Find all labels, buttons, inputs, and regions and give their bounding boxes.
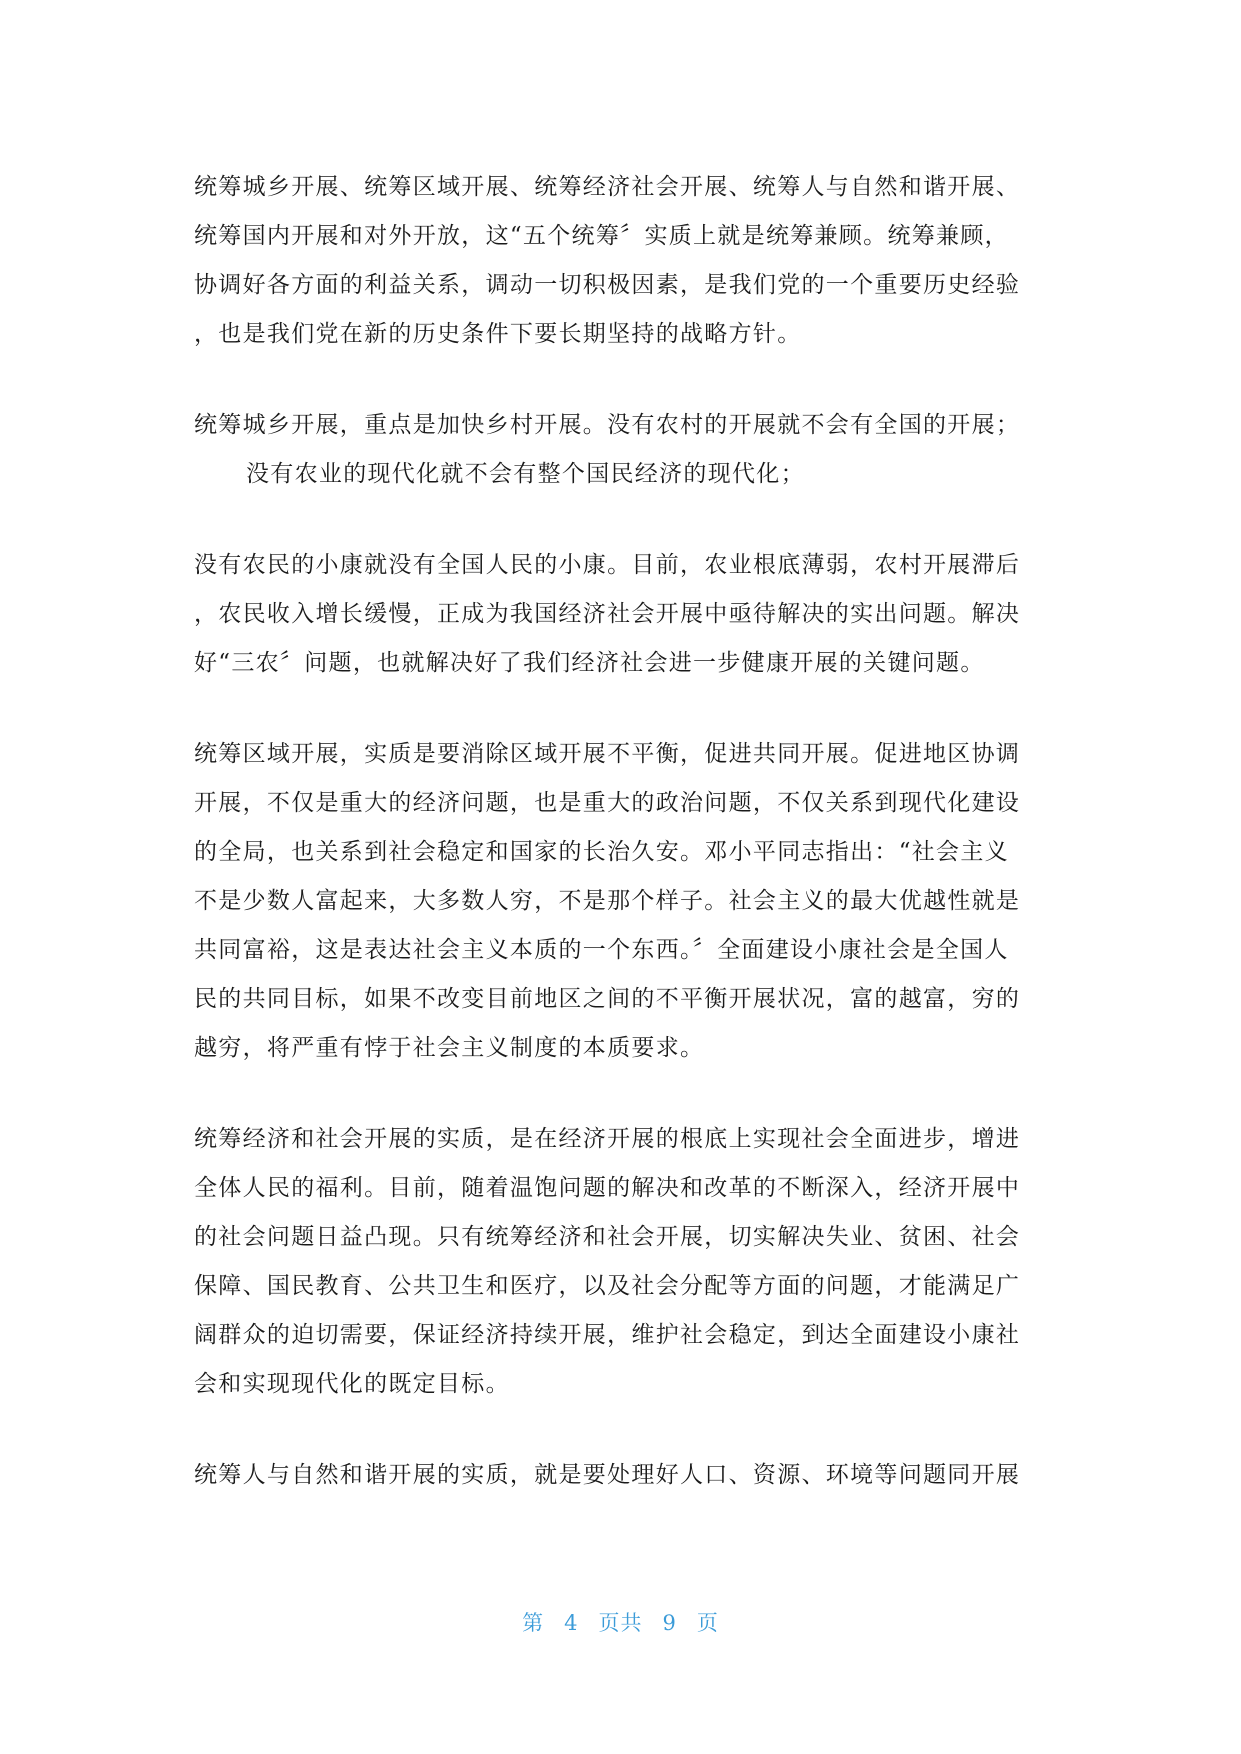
text-line: 统筹国内开展和对外开放，这“五个统筹〞实质上就是统筹兼顾。统筹兼顾， (194, 223, 1009, 249)
text-line: 的社会问题日益凸现。只有统筹经济和社会开展，切实解决失业、贫困、社会 (194, 1224, 1021, 1250)
text-line: ，农民收入增长缓慢，正成为我国经济社会开展中亟待解决的实出问题。解决 (194, 601, 1021, 627)
current-page-number: 4 (564, 1611, 579, 1635)
footer-suffix: 页 (696, 1611, 719, 1635)
text-line: 阔群众的迫切需要，保证经济持续开展，维护社会稳定，到达全面建设小康社 (194, 1322, 1021, 1348)
text-line: 统筹人与自然和谐开展的实质，就是要处理好人口、资源、环境等问题同开展 (194, 1462, 1021, 1488)
paragraph-farmers (194, 541, 1056, 688)
text-line: 共同富裕，这是表达社会主义本质的一个东西。〞全面建设小康社会是全国人 (194, 937, 1009, 963)
text-line: 统筹城乡开展、统筹区域开展、统筹经济社会开展、统筹人与自然和谐开展、 (194, 174, 1021, 200)
text-line: 没有农民的小康就没有全国人民的小康。目前，农业根底薄弱，农村开展滞后 (194, 552, 1021, 578)
text-line: 统筹城乡开展，重点是加快乡村开展。没有农村的开展就不会有全国的开展； (194, 412, 1021, 438)
text-line: 开展，不仅是重大的经济问题，也是重大的政治问题，不仅关系到现代化建设 (194, 790, 1021, 816)
text-line: 统筹区域开展，实质是要消除区域开展不平衡，促进共同开展。促进地区协调 (194, 741, 1021, 767)
text-line-indented: 没有农业的现代化就不会有整个国民经济的现代化； (246, 461, 805, 487)
text-line: 的全局，也关系到社会稳定和国家的长治久安。邓小平同志指出：“社会主义 (194, 839, 1009, 865)
paragraph-economic-social (194, 1115, 1056, 1409)
total-pages-number: 9 (662, 1611, 677, 1635)
text-line: ，也是我们党在新的历史条件下要长期坚持的战略方针。 (194, 321, 802, 347)
paragraph-regional (194, 730, 1056, 1073)
document-body (194, 163, 1056, 1542)
text-line: 统筹经济和社会开展的实质，是在经济开展的根底上实现社会全面进步，增进 (194, 1126, 1021, 1152)
text-line: 全体人民的福利。目前，随着温饱问题的解决和改革的不断深入，经济开展中 (194, 1175, 1021, 1201)
text-line: 协调好各方面的利益关系，调动一切积极因素，是我们党的一个重要历史经验 (194, 272, 1021, 298)
text-line: 好“三农〞问题，也就解决好了我们经济社会进一步健康开展的关键问题。 (194, 650, 985, 676)
footer-prefix: 第 (522, 1611, 545, 1635)
text-line: 会和实现现代化的既定目标。 (194, 1371, 510, 1397)
text-line: 民的共同目标，如果不改变目前地区之间的不平衡开展状况，富的越富，穷的 (194, 986, 1021, 1012)
paragraph-five-coordinations (194, 163, 1056, 359)
text-line: 保障、国民教育、公共卫生和医疗，以及社会分配等方面的问题，才能满足广 (194, 1273, 1021, 1299)
text-line: 不是少数人富起来，大多数人穷，不是那个样子。社会主义的最大优越性就是 (194, 888, 1021, 914)
footer-middle: 页共 (598, 1611, 643, 1635)
paragraph-human-nature (194, 1451, 1056, 1500)
paragraph-urban-rural (194, 401, 1056, 499)
page-footer (0, 1607, 1241, 1637)
text-line: 越穷，将严重有悖于社会主义制度的本质要求。 (194, 1035, 705, 1061)
